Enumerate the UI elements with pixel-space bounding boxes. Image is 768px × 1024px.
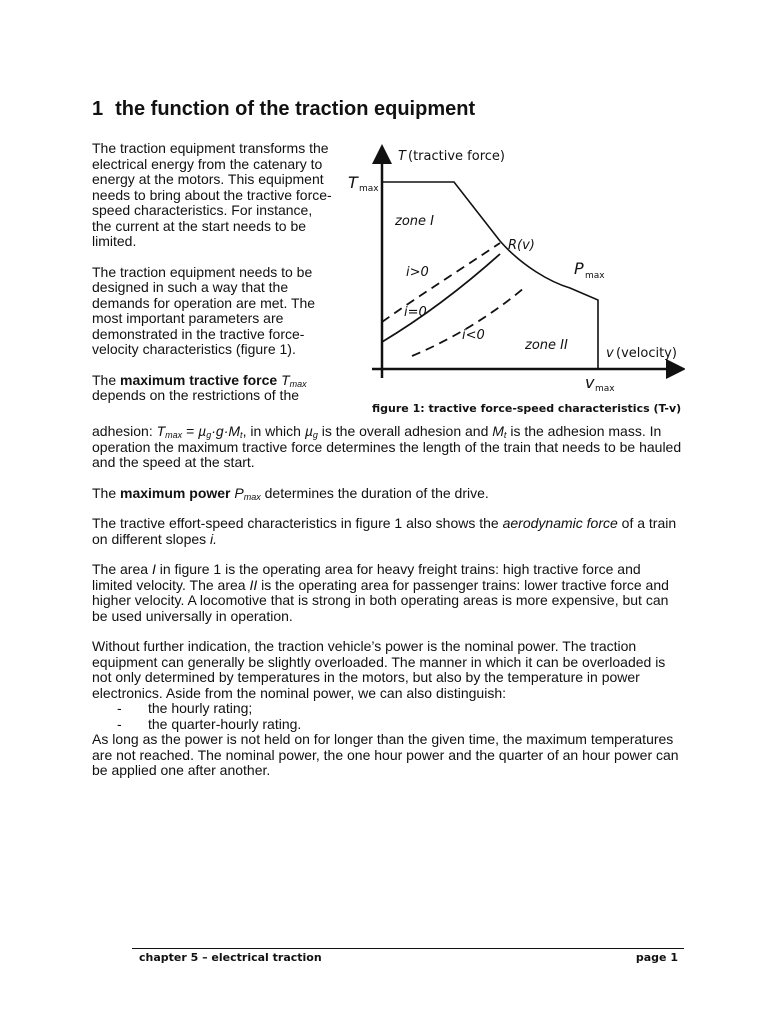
- paragraph-nominal-power: Without further indication, the traction vehicle’s power is the nominal power. The traction equipment can generally be slightly overloaded. The manner in which it can be overloaded is not only determined by temperatures in the motors, but also by the temperature in power electronics. Aside from the nominal power, we can also distinguish:: [92, 638, 666, 701]
- zone-2-label: zone II: [525, 338, 568, 353]
- section-heading: [92, 98, 475, 121]
- x-axis-text: (velocity): [616, 346, 677, 361]
- figure-caption: figure 1: tractive force-speed characteristics (T-v): [372, 402, 682, 415]
- term-max-tractive-force: maximum tractive force: [120, 371, 278, 388]
- tmax-symbol: T: [348, 173, 358, 192]
- paragraph-ratings: As long as the power is not held on for longer than the given time, the maximum temperatures are not reached. The nominal power, the one hour power and the quarter of an hour power can be applied one after another.: [92, 731, 679, 778]
- y-axis-symbol: T: [398, 149, 406, 164]
- paragraph-adhesion: adhesion: $T_{max} = \mu_g\cdot g\cdot M_t$, in which µ$_g$ is the overall adhesion and $M_t$ is the adhesion mass. In operation the maximum tractive force determines the length of the train that needs to be hauled and the speed at the start.: [92, 423, 682, 470]
- rating-list: [92, 701, 682, 732]
- footer-page-number: page 1: [635, 951, 678, 964]
- main-text: [92, 424, 682, 794]
- list-item: - the hourly rating;: [117, 700, 253, 716]
- paragraph-areas: The area I in figure 1 is the operating area for heavy freight trains: high tractive force and limited velocity. The area II is the operating area for passenger trains: lower tractive force and higher velocity. A locomotive that is strong in both operating areas is more expensive, but can be used universally in operation.: [92, 561, 669, 624]
- paragraph-design: The traction equipment needs to be designed in such a way that the demands for operation are met. The most important parameters are demonstrated in the tractive force-velocity characteristics (figure 1).: [92, 263, 316, 357]
- footer-divider: [132, 948, 684, 949]
- y-axis-text: (tractive force): [408, 149, 505, 164]
- figure-tractive-force-speed: [340, 140, 685, 395]
- tractive-force-diagram: [340, 140, 685, 395]
- slope-negative-curve: [412, 288, 524, 356]
- x-axis-symbol: v: [606, 346, 614, 361]
- slope-positive-curve: [382, 243, 500, 322]
- footer-chapter: chapter 5 – electrical traction: [139, 951, 322, 964]
- paragraph-aero: The tractive effort-speed characteristics in figure 1 also shows the aerodynamic force of a train on different slopes i.: [92, 515, 677, 547]
- paragraph-max-force: The maximum tractive force $T_{max}$ depends on the restrictions of the: [92, 371, 307, 403]
- resistance-label: R(v): [508, 238, 535, 253]
- paragraph-max-power: The maximum power $P_{max}$ determines the duration of the drive.: [92, 484, 489, 502]
- zone-1-label: zone I: [395, 214, 434, 229]
- vmax-symbol: v: [585, 373, 595, 392]
- section-number: 1: [92, 98, 104, 120]
- pmax-symbol: P: [574, 259, 584, 278]
- slope-zero-label: i=0: [404, 305, 427, 320]
- vmax-sub: max: [595, 384, 615, 394]
- tmax-sub: max: [359, 184, 379, 194]
- paragraph-intro: The traction equipment transforms the electrical energy from the catenary to energy at the motors. This equipment needs to bring about the tractive force-speed characteristics. For instance, the current at the start needs to be limited.: [92, 140, 332, 249]
- slope-positive-label: i>0: [406, 265, 429, 280]
- pmax-sub: max: [585, 271, 605, 281]
- section-title: the function of the traction equipment: [115, 98, 476, 120]
- term-max-power: maximum power: [120, 484, 231, 501]
- slope-negative-label: i<0: [462, 328, 485, 343]
- list-item: - the quarter-hourly rating.: [117, 715, 302, 732]
- left-column: [92, 141, 332, 419]
